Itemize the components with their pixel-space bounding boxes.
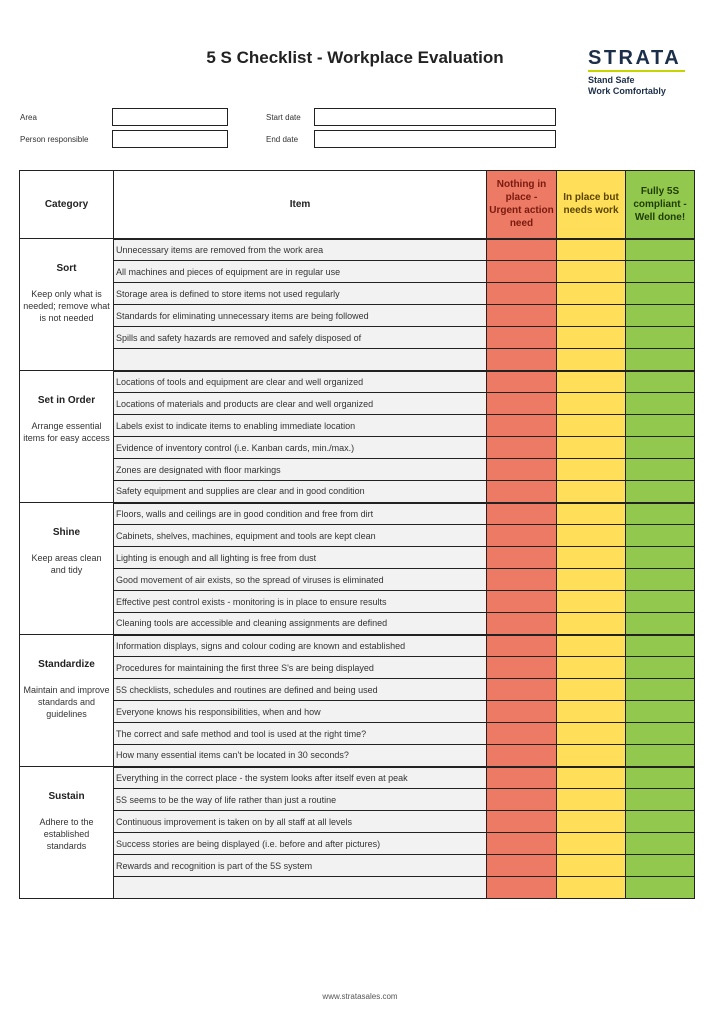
checklist-item-text: Success stories are being displayed (i.e. before and after pictures) [114, 833, 487, 855]
checklist-item-text: Information displays, signs and colour coding are known and established [114, 635, 487, 657]
category-description: Keep areas clean and tidy [31, 553, 102, 575]
checklist-table [19, 170, 695, 899]
nothing-in-place-cell[interactable] [487, 679, 557, 701]
category-description: Adhere to the established standards [39, 817, 94, 851]
nothing-in-place-cell[interactable] [487, 767, 557, 789]
needs-work-cell[interactable] [557, 657, 626, 679]
nothing-in-place-cell[interactable] [487, 393, 557, 415]
fully-compliant-cell[interactable] [626, 261, 695, 283]
table-row [20, 371, 695, 393]
checklist-item-text: Continuous improvement is taken on by all staff at all levels [114, 811, 487, 833]
fully-compliant-cell[interactable] [626, 701, 695, 723]
checklist-item-text: Good movement of air exists, so the spread of viruses is eliminated [114, 569, 487, 591]
category-description: Keep only what is needed; remove what is not needed [23, 289, 110, 323]
needs-work-cell[interactable] [557, 833, 626, 855]
table-row [20, 261, 695, 283]
category-cell [20, 239, 114, 371]
needs-work-cell[interactable] [557, 327, 626, 349]
checklist-item-text: Labels exist to indicate items to enabling immediate location [114, 415, 487, 437]
needs-work-cell[interactable] [557, 723, 626, 745]
needs-work-cell[interactable] [557, 701, 626, 723]
needs-work-cell[interactable] [557, 569, 626, 591]
needs-work-cell[interactable] [557, 481, 626, 503]
needs-work-cell[interactable] [557, 371, 626, 393]
nothing-in-place-cell[interactable] [487, 723, 557, 745]
checklist-item-text: Locations of materials and products are clear and well organized [114, 393, 487, 415]
table-row [20, 679, 695, 701]
needs-work-cell[interactable] [557, 305, 626, 327]
needs-work-cell[interactable] [557, 591, 626, 613]
fully-compliant-cell[interactable] [626, 437, 695, 459]
fully-compliant-cell[interactable] [626, 327, 695, 349]
needs-work-header: In place but needs work [557, 171, 626, 239]
checklist-item-text: All machines and pieces of equipment are in regular use [114, 261, 487, 283]
needs-work-cell[interactable] [557, 525, 626, 547]
nothing-in-place-cell[interactable] [487, 261, 557, 283]
checklist-item-text: Spills and safety hazards are removed and safely disposed of [114, 327, 487, 349]
fully-compliant-cell[interactable] [626, 569, 695, 591]
fully-compliant-cell[interactable] [626, 833, 695, 855]
checklist-item-text: The correct and safe method and tool is used at the right time? [114, 723, 487, 745]
checklist-item-text: Safety equipment and supplies are clear and in good condition [114, 481, 487, 503]
table-row [20, 503, 695, 525]
fully-compliant-cell[interactable] [626, 679, 695, 701]
table-row [20, 305, 695, 327]
person-responsible-field[interactable] [112, 130, 228, 148]
fully-compliant-cell[interactable] [626, 613, 695, 635]
logo-wordmark: STRATA [588, 47, 682, 69]
fully-compliant-cell[interactable] [626, 239, 695, 261]
nothing-in-place-cell[interactable] [487, 657, 557, 679]
checklist-item-text: Effective pest control exists - monitoring is in place to ensure results [114, 591, 487, 613]
nothing-in-place-cell[interactable] [487, 239, 557, 261]
table-row [20, 833, 695, 855]
checklist-item-text: Storage area is defined to store items not used regularly [114, 283, 487, 305]
category-name: Standardize [38, 659, 95, 670]
checklist-item-text: How many essential items can't be located in 30 seconds? [114, 745, 487, 767]
table-row [20, 547, 695, 569]
fully-compliant-header: Fully 5S compliant - Well done! [626, 171, 695, 239]
nothing-in-place-cell[interactable] [487, 591, 557, 613]
category-name: Set in Order [37, 395, 96, 406]
checklist-item-text [114, 349, 487, 371]
checklist-body [20, 239, 695, 899]
needs-work-cell[interactable] [557, 547, 626, 569]
nothing-in-place-cell[interactable] [487, 481, 557, 503]
nothing-in-place-cell[interactable] [487, 855, 557, 877]
needs-work-cell[interactable] [557, 503, 626, 525]
nothing-in-place-cell[interactable] [487, 371, 557, 393]
category-name: Sustain [48, 791, 85, 802]
nothing-in-place-cell[interactable] [487, 525, 557, 547]
category-description: Arrange essential items for easy access [23, 421, 110, 443]
category-cell [20, 503, 114, 635]
category-cell [20, 635, 114, 767]
fully-compliant-cell[interactable] [626, 877, 695, 899]
table-row [20, 613, 695, 635]
table-row [20, 877, 695, 899]
nothing-in-place-header: Nothing in place - Urgent action need [487, 171, 557, 239]
table-row [20, 701, 695, 723]
fully-compliant-cell[interactable] [626, 767, 695, 789]
table-row [20, 745, 695, 767]
nothing-in-place-cell[interactable] [487, 459, 557, 481]
fully-compliant-cell[interactable] [626, 415, 695, 437]
category-description: Maintain and improve standards and guidelines [23, 685, 110, 719]
needs-work-cell[interactable] [557, 261, 626, 283]
table-row [20, 723, 695, 745]
checklist-item-text: Everyone knows his responsibilities, when and how [114, 701, 487, 723]
fully-compliant-cell[interactable] [626, 855, 695, 877]
end-date-label: End date [266, 135, 299, 144]
fully-compliant-cell[interactable] [626, 481, 695, 503]
nothing-in-place-cell[interactable] [487, 811, 557, 833]
needs-work-cell[interactable] [557, 789, 626, 811]
table-row [20, 635, 695, 657]
nothing-in-place-cell[interactable] [487, 745, 557, 767]
needs-work-cell[interactable] [557, 415, 626, 437]
needs-work-cell[interactable] [557, 459, 626, 481]
needs-work-cell[interactable] [557, 745, 626, 767]
table-row [20, 591, 695, 613]
checklist-item-text: Zones are designated with floor markings [114, 459, 487, 481]
table-row [20, 283, 695, 305]
person-responsible-label: Person responsible [20, 135, 89, 144]
needs-work-cell[interactable] [557, 437, 626, 459]
fully-compliant-cell[interactable] [626, 393, 695, 415]
checklist-item-text: Standards for eliminating unnecessary items are being followed [114, 305, 487, 327]
needs-work-cell[interactable] [557, 855, 626, 877]
fully-compliant-cell[interactable] [626, 305, 695, 327]
nothing-in-place-cell[interactable] [487, 503, 557, 525]
table-row [20, 855, 695, 877]
table-row [20, 349, 695, 371]
needs-work-cell[interactable] [557, 393, 626, 415]
nothing-in-place-cell[interactable] [487, 547, 557, 569]
table-row [20, 239, 695, 261]
checklist-item-text: Locations of tools and equipment are clear and well organized [114, 371, 487, 393]
table-row [20, 481, 695, 503]
table-row [20, 437, 695, 459]
needs-work-cell[interactable] [557, 679, 626, 701]
checklist-item-text: 5S checklists, schedules and routines are defined and being used [114, 679, 487, 701]
nothing-in-place-cell[interactable] [487, 701, 557, 723]
nothing-in-place-cell[interactable] [487, 833, 557, 855]
table-row [20, 657, 695, 679]
fully-compliant-cell[interactable] [626, 371, 695, 393]
checklist-item-text: Procedures for maintaining the first three S's are being displayed [114, 657, 487, 679]
fully-compliant-cell[interactable] [626, 811, 695, 833]
checklist-item-text: 5S seems to be the way of life rather than just a routine [114, 789, 487, 811]
area-field[interactable] [112, 108, 228, 126]
checklist-item-text: Cleaning tools are accessible and cleaning assignments are defined [114, 613, 487, 635]
fully-compliant-cell[interactable] [626, 635, 695, 657]
table-row [20, 459, 695, 481]
fully-compliant-cell[interactable] [626, 503, 695, 525]
needs-work-cell[interactable] [557, 877, 626, 899]
nothing-in-place-cell[interactable] [487, 635, 557, 657]
fully-compliant-cell[interactable] [626, 657, 695, 679]
start-date-field[interactable] [314, 108, 556, 126]
nothing-in-place-cell[interactable] [487, 613, 557, 635]
category-name: Shine [52, 527, 81, 538]
nothing-in-place-cell[interactable] [487, 437, 557, 459]
checklist-item-text: Rewards and recognition is part of the 5S system [114, 855, 487, 877]
strata-logo [588, 48, 688, 97]
area-label: Area [20, 113, 37, 122]
needs-work-cell[interactable] [557, 767, 626, 789]
nothing-in-place-cell[interactable] [487, 569, 557, 591]
needs-work-cell[interactable] [557, 635, 626, 657]
needs-work-cell[interactable] [557, 613, 626, 635]
nothing-in-place-cell[interactable] [487, 327, 557, 349]
fully-compliant-cell[interactable] [626, 525, 695, 547]
checklist-item-text [114, 877, 487, 899]
table-row [20, 789, 695, 811]
needs-work-cell[interactable] [557, 239, 626, 261]
fully-compliant-cell[interactable] [626, 283, 695, 305]
nothing-in-place-cell[interactable] [487, 789, 557, 811]
category-name: Sort [56, 263, 77, 274]
needs-work-cell[interactable] [557, 283, 626, 305]
fully-compliant-cell[interactable] [626, 789, 695, 811]
nothing-in-place-cell[interactable] [487, 349, 557, 371]
needs-work-cell[interactable] [557, 811, 626, 833]
category-header: Category [20, 171, 114, 239]
checklist-item-text: Evidence of inventory control (i.e. Kanban cards, min./max.) [114, 437, 487, 459]
table-row [20, 327, 695, 349]
page-title: 5 S Checklist - Workplace Evaluation [206, 48, 504, 67]
item-header: Item [114, 171, 487, 239]
table-row [20, 811, 695, 833]
nothing-in-place-cell[interactable] [487, 877, 557, 899]
logo-tagline-2: Work Comfortably [588, 86, 666, 96]
checklist-item-text: Cabinets, shelves, machines, equipment and tools are kept clean [114, 525, 487, 547]
checklist-item-text: Floors, walls and ceilings are in good condition and free from dirt [114, 503, 487, 525]
start-date-label: Start date [266, 113, 301, 122]
checklist-item-text: Unnecessary items are removed from the work area [114, 239, 487, 261]
category-cell [20, 371, 114, 503]
logo-accent-bar [588, 70, 685, 72]
category-cell [20, 767, 114, 899]
nothing-in-place-cell[interactable] [487, 305, 557, 327]
table-row [20, 767, 695, 789]
fully-compliant-cell[interactable] [626, 745, 695, 767]
checklist-item-text: Everything in the correct place - the system looks after itself even at peak [114, 767, 487, 789]
fully-compliant-cell[interactable] [626, 349, 695, 371]
fully-compliant-cell[interactable] [626, 591, 695, 613]
table-row [20, 525, 695, 547]
table-row [20, 393, 695, 415]
footer-website: www.stratasales.com [322, 992, 398, 1001]
table-row [20, 569, 695, 591]
fully-compliant-cell[interactable] [626, 723, 695, 745]
nothing-in-place-cell[interactable] [487, 415, 557, 437]
end-date-field[interactable] [314, 130, 556, 148]
fully-compliant-cell[interactable] [626, 547, 695, 569]
table-row [20, 415, 695, 437]
nothing-in-place-cell[interactable] [487, 283, 557, 305]
fully-compliant-cell[interactable] [626, 459, 695, 481]
logo-tagline-1: Stand Safe [588, 75, 635, 85]
checklist-item-text: Lighting is enough and all lighting is free from dust [114, 547, 487, 569]
needs-work-cell[interactable] [557, 349, 626, 371]
